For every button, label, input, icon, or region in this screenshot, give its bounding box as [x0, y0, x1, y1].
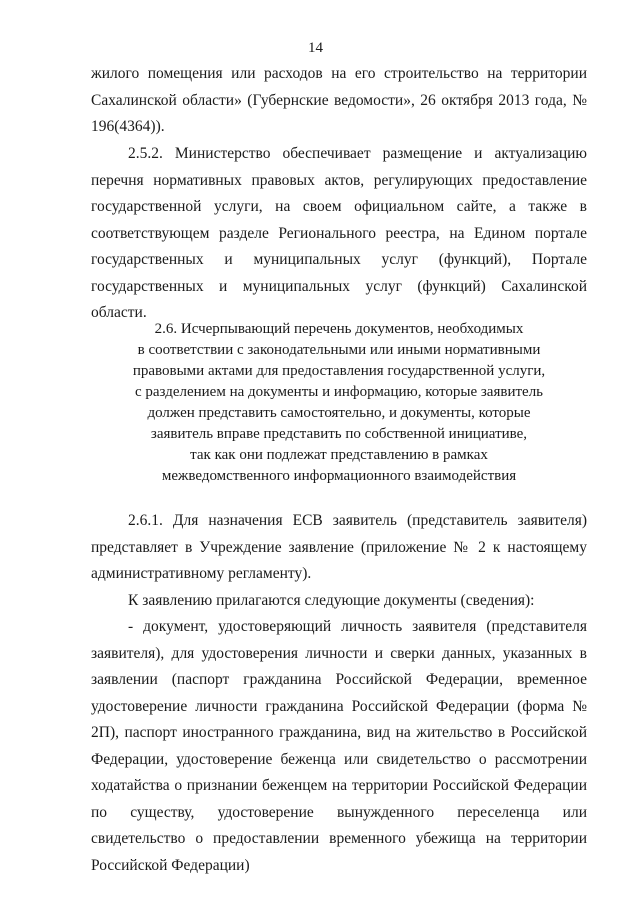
heading-line: заявитель вправе представить по собственной инициативе, [150, 426, 528, 442]
heading-line: правовыми актами для предоставления государственной услуги, [132, 363, 546, 379]
heading-line: в соответствии с законодательными или иными нормативными [137, 342, 541, 358]
list-item-identity-document: - документ, удостоверяющий личность заявителя (представителя заявителя), для удостоверения личности и сверки данных, указанных в заявлении (паспорт гражданина Российской Федерации, временное удостоверение личности гражданина Российской Федерации (форма № 2П), паспорт иностранного гражданина, вид на жительство в Российской Федерации, удостоверение беженца или свидетельство о рассмотрении ходатайства о признании беженцем на территории Российской Федерации по существу, удостоверение вынужденного переселенца или свидетельство о предоставлении временного убежища на территории Российской Федерации) [91, 618, 587, 874]
paragraph-attachments-intro: К заявлению прилагаются следующие документы (сведения): [128, 592, 535, 609]
heading-line: должен представить самостоятельно, и документы, которые [147, 405, 531, 421]
heading-line: с разделением на документы и информацию, которые заявитель [134, 384, 544, 400]
heading-line: так как они подлежат представлению в рамках [190, 447, 488, 463]
page-number: 14 [308, 40, 323, 56]
paragraph-2-6-1: 2.6.1. Для назначения ЕСВ заявитель (представитель заявителя) представляет в Учреждение заявление (приложение № 2 к настоящему административному регламенту). [91, 512, 587, 582]
paragraph-continuation: жилого помещения или расходов на его строительство на территории Сахалинской области» (Губернские ведомости», 26 октября 2013 года, № 196(4364)). [91, 65, 587, 135]
paragraph-2-5-2: 2.5.2. Министерство обеспечивает размещение и актуализацию перечня нормативных правовых актов, регулирующих предоставление государственной услуги, на своем официальном сайте, а также в соответствующем разделе Регионального реестра, на Едином портале государственных и муниципальных услуг (функций), Портале государственных и муниципальных услуг (функций) Сахалинской области. [91, 145, 587, 321]
heading-line: 2.6. Исчерпывающий перечень документов, необходимых [154, 321, 524, 337]
heading-line: межведомственного информационного взаимодействия [161, 468, 517, 484]
section-heading-2-6 [91, 319, 587, 487]
